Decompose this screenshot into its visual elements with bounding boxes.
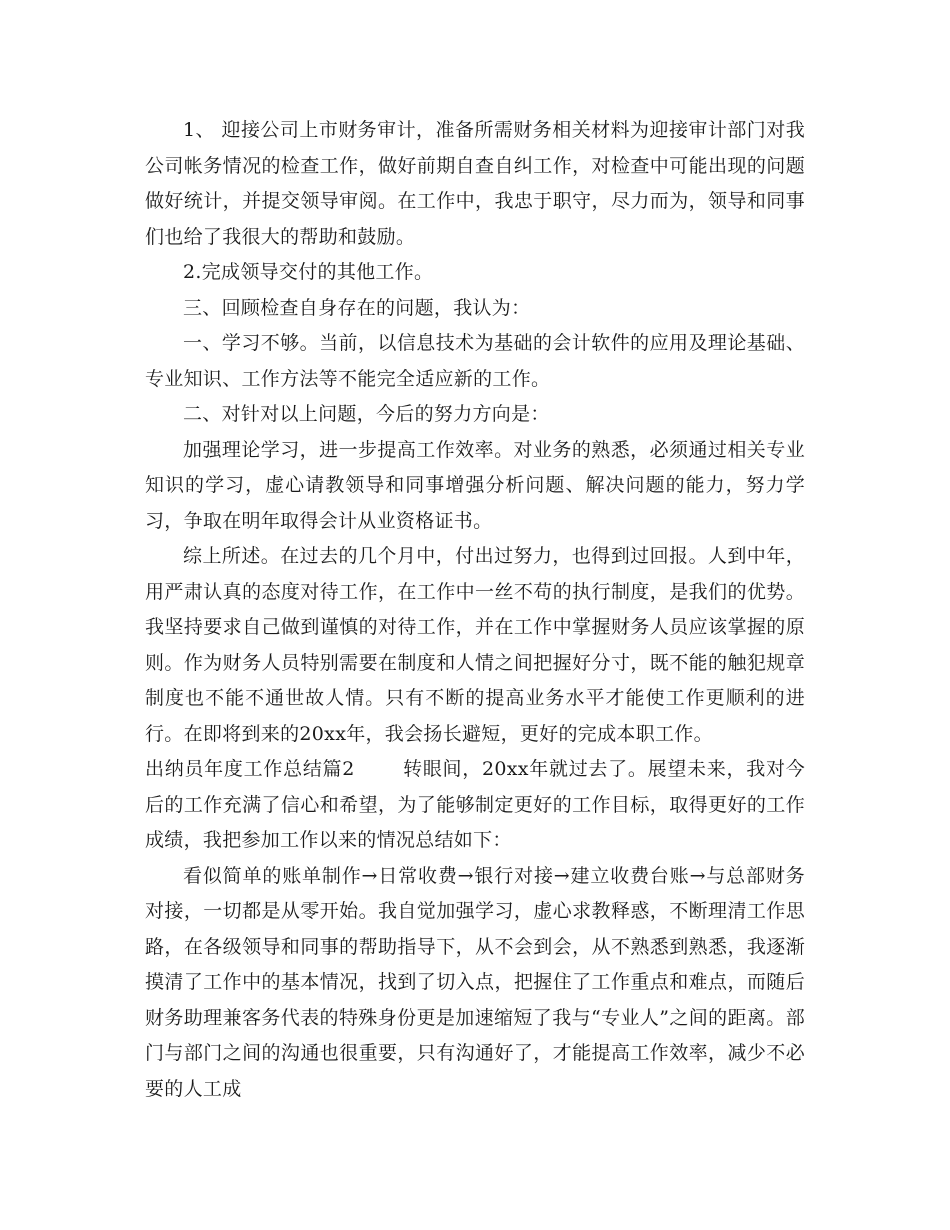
- paragraph-theory-study: 加强理论学习，进一步提高工作效率。对业务的熟悉，必须通过相关专业知识的学习，虚心请教领导和同事增强分析问题、解决问题的能力，努力学习，争取在明年取得会计从业资格证书。: [145, 438, 805, 532]
- section-intro: 转眼间，20xx年就过去了。展望未来，我对今后的工作充满了信心和希望，为了能够制定更好的工作目标，取得更好的工作成绩，我把参加工作以来的情况总结如下：: [145, 758, 805, 851]
- paragraph-problems-heading: 三、回顾检查自身存在的问题，我认为：: [183, 296, 531, 319]
- paragraph-learning-gap: 一、学习不够。当前，以信息技术为基础的会计软件的应用及理论基础、专业知识、工作方法等不能完全适应新的工作。: [145, 332, 805, 390]
- section-heading: 出纳员年度工作总结篇2: [145, 758, 355, 780]
- paragraph-audit-prep: 1、 迎接公司上市财务审计，准备所需财务相关材料为迎接审计部门对我公司帐务情况的检查工作，做好前期自查自纠工作，对检查中可能出现的问题做好统计，并提交领导审阅。在工作中，我忠于职守，尽力而为，领导和同事们也给了我很大的帮助和鼓励。: [145, 119, 805, 248]
- paragraph-summary: 综上所述。在过去的几个月中，付出过努力，也得到过回报。人到中年，用严肃认真的态度对待工作，在工作中一丝不苟的执行制度，是我们的优势。我坚持要求自己做到谨慎的对待工作，并在工作中掌握财务人员应该掌握的原则。作为财务人员特别需要在制度和人情之间把握好分寸，既不能的触犯规章制度也不能不通世故人情。只有不断的提高业务水平才能使工作更顺利的进行。在即将到来的20xx年，我会扬长避短，更好的完成本职工作。: [145, 545, 805, 745]
- paragraph-workflow: 看似简单的账单制作→日常收费→银行对接→建立收费台账→与总部财务对接，一切都是从零开始。我自觉加强学习，虚心求教释惑，不断理清工作思路，在各级领导和同事的帮助指导下，从不会到会，从不熟悉到熟悉，我逐渐摸清了工作中的基本情况，找到了切入点，把握住了工作重点和难点，而随后财务助理兼客务代表的特殊身份更是加速缩短了我与“专业人”之间的距离。部门与部门之间的沟通也很重要，只有沟通好了，才能提高工作效率，减少不必要的人工成: [145, 864, 805, 1100]
- section-paragraph: [145, 752, 805, 859]
- paragraph-direction-heading: 二、对针对以上问题，今后的努力方向是：: [183, 403, 550, 425]
- paragraph-other-tasks: 2.完成领导交付的其他工作。: [183, 261, 434, 283]
- document-page: [145, 113, 805, 1107]
